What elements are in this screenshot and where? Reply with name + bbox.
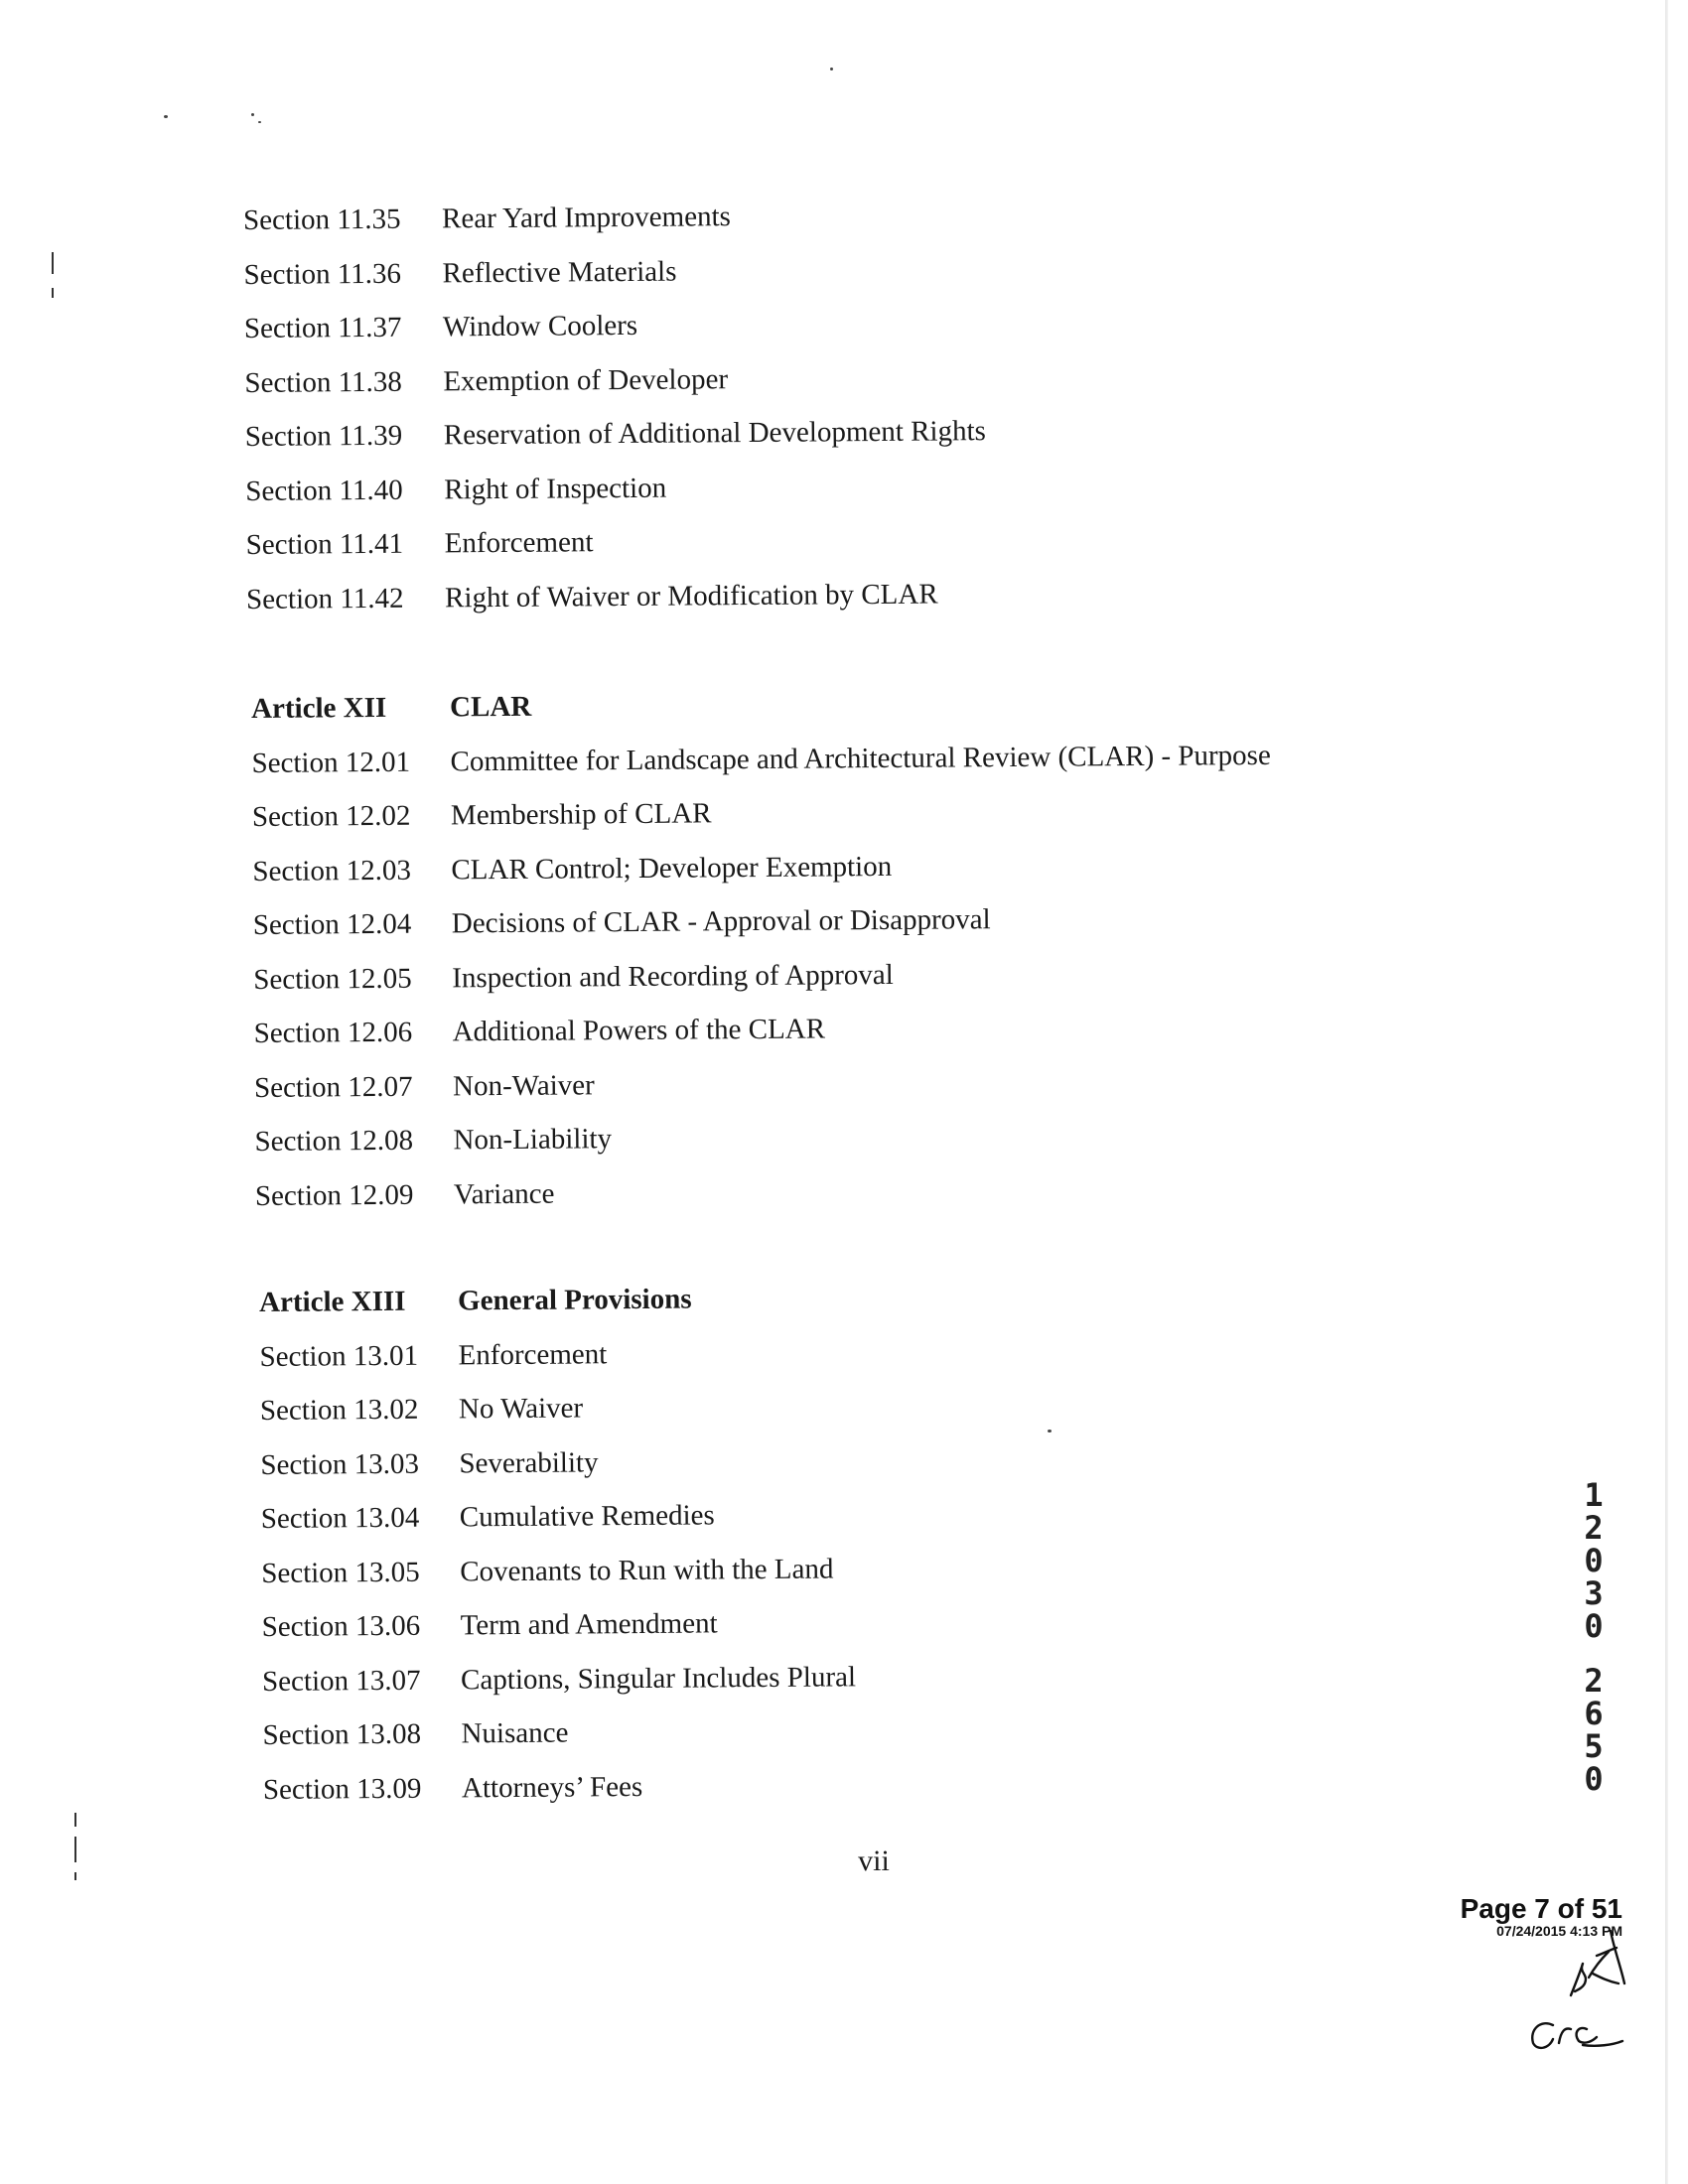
stamp-page-count: Page 7 of 51	[1460, 1893, 1622, 1924]
toc-entry	[246, 522, 1438, 586]
toc-section-number: Section 11.39	[244, 419, 403, 453]
toc-entry	[255, 1172, 1447, 1236]
toc-entry	[244, 359, 1436, 423]
toc-section-title: Term and Amendment	[460, 1607, 718, 1642]
page-number: vii	[858, 1844, 890, 1877]
toc-section-number: Section 12.05	[253, 962, 412, 996]
scan-speck	[251, 113, 254, 116]
toc-entry	[243, 251, 1435, 315]
page-edge-shadow	[1665, 0, 1668, 2184]
toc-section-number: Section 13.01	[259, 1339, 419, 1373]
margin-change-bar	[74, 1813, 76, 1827]
toc-section-title: Decisions of CLAR - Approval or Disapproval	[451, 903, 991, 940]
margin-change-bar	[74, 1837, 76, 1862]
toc-entry	[261, 1496, 1453, 1560]
toc-section-title: Enforcement	[458, 1337, 608, 1371]
document-id-vertical	[1577, 1476, 1611, 1798]
toc-entry	[252, 848, 1444, 911]
toc-entry	[260, 1388, 1452, 1451]
toc-entry	[251, 740, 1443, 803]
document-id-part2	[1577, 1662, 1611, 1798]
toc-article-xiii	[259, 1280, 1455, 1830]
toc-entry	[260, 1441, 1452, 1505]
toc-entry	[253, 902, 1445, 966]
toc-section-title: Non-Liability	[453, 1123, 613, 1157]
toc-article-label: Article XII	[250, 691, 387, 725]
toc-section-title: Captions, Singular Includes Plural	[460, 1660, 857, 1696]
toc-section-number: Section 12.06	[253, 1016, 413, 1049]
toc-entry	[246, 576, 1438, 639]
toc-section-title: Reflective Materials	[442, 255, 677, 289]
toc-entry	[262, 1658, 1454, 1721]
toc-section-title: Window Coolers	[442, 309, 638, 343]
toc-section-number: Section 13.06	[261, 1609, 421, 1643]
toc-section-number: Section 11.41	[245, 527, 404, 561]
toc-section-title: Additional Powers of the CLAR	[452, 1013, 826, 1048]
toc-section-title: Severability	[459, 1445, 599, 1479]
document-id-digit: 3	[1584, 1574, 1604, 1612]
toc-entry	[254, 1011, 1446, 1074]
toc-section-title: Variance	[453, 1177, 555, 1210]
toc-section-title: Right of Waiver or Modification by CLAR	[444, 578, 938, 614]
toc-section-number: Section 13.08	[262, 1717, 422, 1751]
toc-section-title: Reservation of Additional Development Rights	[443, 415, 987, 452]
toc-article-heading	[259, 1280, 1451, 1343]
document-id-digit: 6	[1584, 1695, 1604, 1732]
toc-section-number: Section 13.04	[260, 1501, 420, 1535]
toc-section-number: Section 11.42	[245, 582, 404, 615]
toc-section-number: Section 12.03	[252, 854, 412, 887]
document-id-digit: 1	[1584, 1476, 1604, 1514]
scan-speck	[258, 121, 261, 123]
handwritten-initials	[1519, 1926, 1638, 2055]
scan-speck	[830, 68, 833, 70]
document-id-digit: 0	[1584, 1607, 1604, 1645]
document-id-digit: 5	[1584, 1727, 1604, 1765]
toc-section-number: Section 12.01	[251, 746, 411, 779]
document-id-digit: 2	[1584, 1662, 1604, 1700]
toc-section-title: Enforcement	[444, 526, 594, 560]
toc-article-title: CLAR	[449, 690, 532, 724]
toc-entry	[244, 306, 1436, 369]
toc-section-number: Section 13.03	[260, 1447, 420, 1481]
toc-section-title: CLAR Control; Developer Exemption	[451, 850, 893, 886]
toc-entry	[252, 794, 1444, 858]
toc-section-title: Inspection and Recording of Approval	[452, 958, 894, 994]
toc-section-number: Section 11.40	[245, 474, 403, 507]
toc-entry	[262, 1604, 1454, 1668]
toc-entry	[261, 1550, 1453, 1613]
toc-article-label: Article XIII	[258, 1285, 406, 1318]
document-id-part1	[1577, 1476, 1611, 1645]
margin-change-bar	[52, 252, 54, 274]
toc-section-number: Section 12.04	[252, 907, 412, 941]
toc-section-title: No Waiver	[458, 1392, 584, 1426]
toc-section-title: Attorneys’ Fees	[461, 1770, 643, 1804]
toc-section-title: Committee for Landscape and Architectural Review (CLAR) - Purpose	[450, 739, 1271, 777]
toc-section-title: Rear Yard Improvements	[441, 201, 731, 235]
toc-section-number: Section 11.37	[243, 311, 402, 344]
toc-section-title: Cumulative Remedies	[459, 1499, 715, 1534]
margin-change-bar	[52, 288, 54, 298]
toc-section-title: Non-Waiver	[452, 1068, 595, 1102]
toc-entry	[245, 468, 1437, 531]
toc-section-number: Section 12.09	[254, 1178, 414, 1212]
toc-section-title: Covenants to Run with the Land	[460, 1552, 834, 1587]
toc-article-title: General Provisions	[457, 1283, 692, 1317]
toc-section-title: Nuisance	[461, 1716, 569, 1750]
toc-section-number: Section 12.08	[254, 1124, 414, 1158]
toc-section-number: Section 13.02	[259, 1393, 419, 1427]
document-id-digit: 0	[1584, 1542, 1604, 1579]
toc-section-number: Section 12.07	[253, 1070, 413, 1104]
toc-article-xii	[251, 686, 1447, 1236]
scan-speck	[164, 115, 168, 118]
toc-section-number: Section 11.38	[244, 365, 402, 399]
toc-section-number: Section 13.09	[262, 1772, 422, 1806]
margin-change-bar	[74, 1872, 76, 1880]
toc-section-title: Exemption of Developer	[443, 362, 729, 397]
toc-entry	[245, 414, 1437, 478]
toc-section-title: Membership of CLAR	[450, 797, 712, 832]
toc-section-title: Right of Inspection	[444, 472, 667, 505]
document-id-digit: 0	[1584, 1760, 1604, 1798]
stamp-timestamp: 07/24/2015 4:13 PM	[1496, 1923, 1622, 1940]
toc-entry	[254, 1119, 1446, 1182]
toc-entry	[263, 1766, 1455, 1830]
toc-article-xi-sections	[243, 198, 1438, 639]
document-id-digit: 2	[1584, 1509, 1604, 1547]
toc-entry	[259, 1333, 1451, 1397]
toc-section-number: Section 11.35	[242, 203, 401, 236]
toc-section-number: Section 11.36	[243, 257, 402, 291]
toc-entry	[254, 1064, 1446, 1128]
toc-entry	[243, 198, 1435, 261]
toc-section-number: Section 13.05	[261, 1556, 420, 1589]
toc-entry	[253, 956, 1445, 1020]
toc-entry	[262, 1712, 1454, 1776]
toc-section-number: Section 13.07	[261, 1664, 421, 1698]
toc-section-number: Section 12.02	[251, 799, 411, 833]
